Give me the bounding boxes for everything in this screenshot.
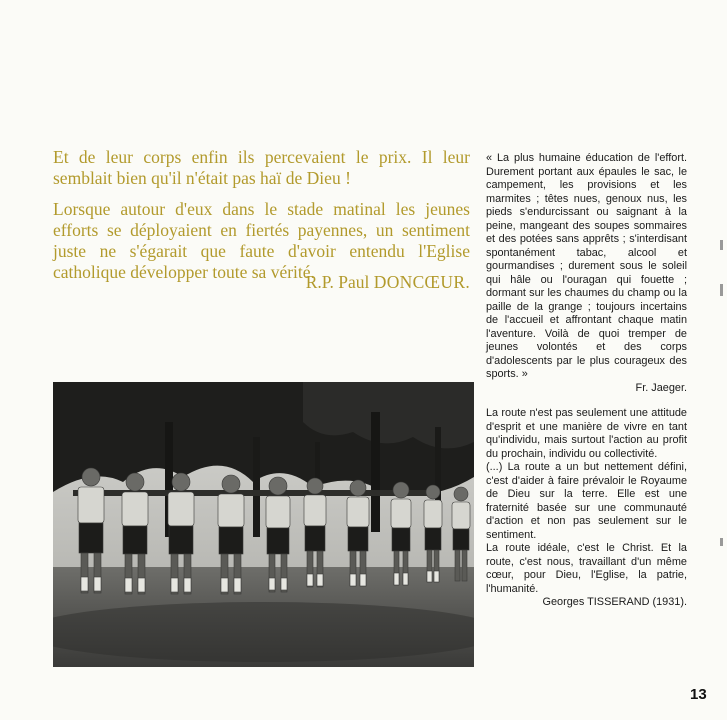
tisserand-credit: Georges TISSERAND (1931). xyxy=(542,596,687,608)
scout-group-photo xyxy=(53,382,474,667)
tisserand-paragraph-2: (...) La route a un but nettement défini, c'est d'aider à faire prévaloir le Royaume de Dieu sur la terre. Elle est une fraternité basée sur une communauté d'action et non pas seulement sur le sentiment. xyxy=(486,461,687,541)
signature-prefix: R.P. Paul xyxy=(305,272,370,292)
jaeger-quote: « La plus humaine éducation de l'effort. Durement portant aux épaules le sac, le campement, les provisions et les marmites ; têtes nues, genoux nus, les pieds s'endurcissant ou saignant à la peine, mangeant des soupes sommaires et des potées sans apprêts ; s'interdisant spontanément tabac, alcool et gourmandises ; durement sous le soleil qui hâle ou l'ouragan qui fouette ; dormant sur les chaumes du champ ou la paille de la grange ; toujours incertains de l'accueil et affrontant chaque matin l'aventure. Voilà de quoi tremper de jeunes volontés et des corps d'adolescents par le plus courageux des sports. » xyxy=(486,152,687,380)
edge-mark xyxy=(720,240,723,250)
signature-name: DONCŒUR. xyxy=(373,272,470,292)
french-quote xyxy=(53,147,470,293)
tisserand-paragraph-3: La route idéale, c'est le Christ. Et la route, c'est nous, travaillant d'un même cœur, pour Dieu, l'Eglise, la patrie, l'humanité. xyxy=(486,542,687,595)
quote-paragraph-1: Et de leur corps enfin ils percevaient le prix. Il leur semblait bien qu'il n'était pas haï de Dieu ! xyxy=(53,147,470,188)
jaeger-credit: Fr. Jaeger. xyxy=(635,381,687,394)
edge-mark xyxy=(720,538,723,546)
page-number: 13 xyxy=(690,686,707,703)
edge-mark xyxy=(720,284,723,296)
quote-paragraph-2: Lorsque autour d'eux dans le stade matinal les jeunes efforts se déployaient en fiertés payennes, un sentiment juste ne s'égarait que faute d'avoir entendu l'Eglise catholique développer toute sa vérité. xyxy=(53,199,470,282)
right-text-column xyxy=(486,152,687,610)
tisserand-paragraph-1: La route n'est pas seulement une attitude d'esprit et une manière de vivre en tant qu'individu, mais surtout l'action au profit du prochain, individu ou collectivité. xyxy=(486,407,687,460)
